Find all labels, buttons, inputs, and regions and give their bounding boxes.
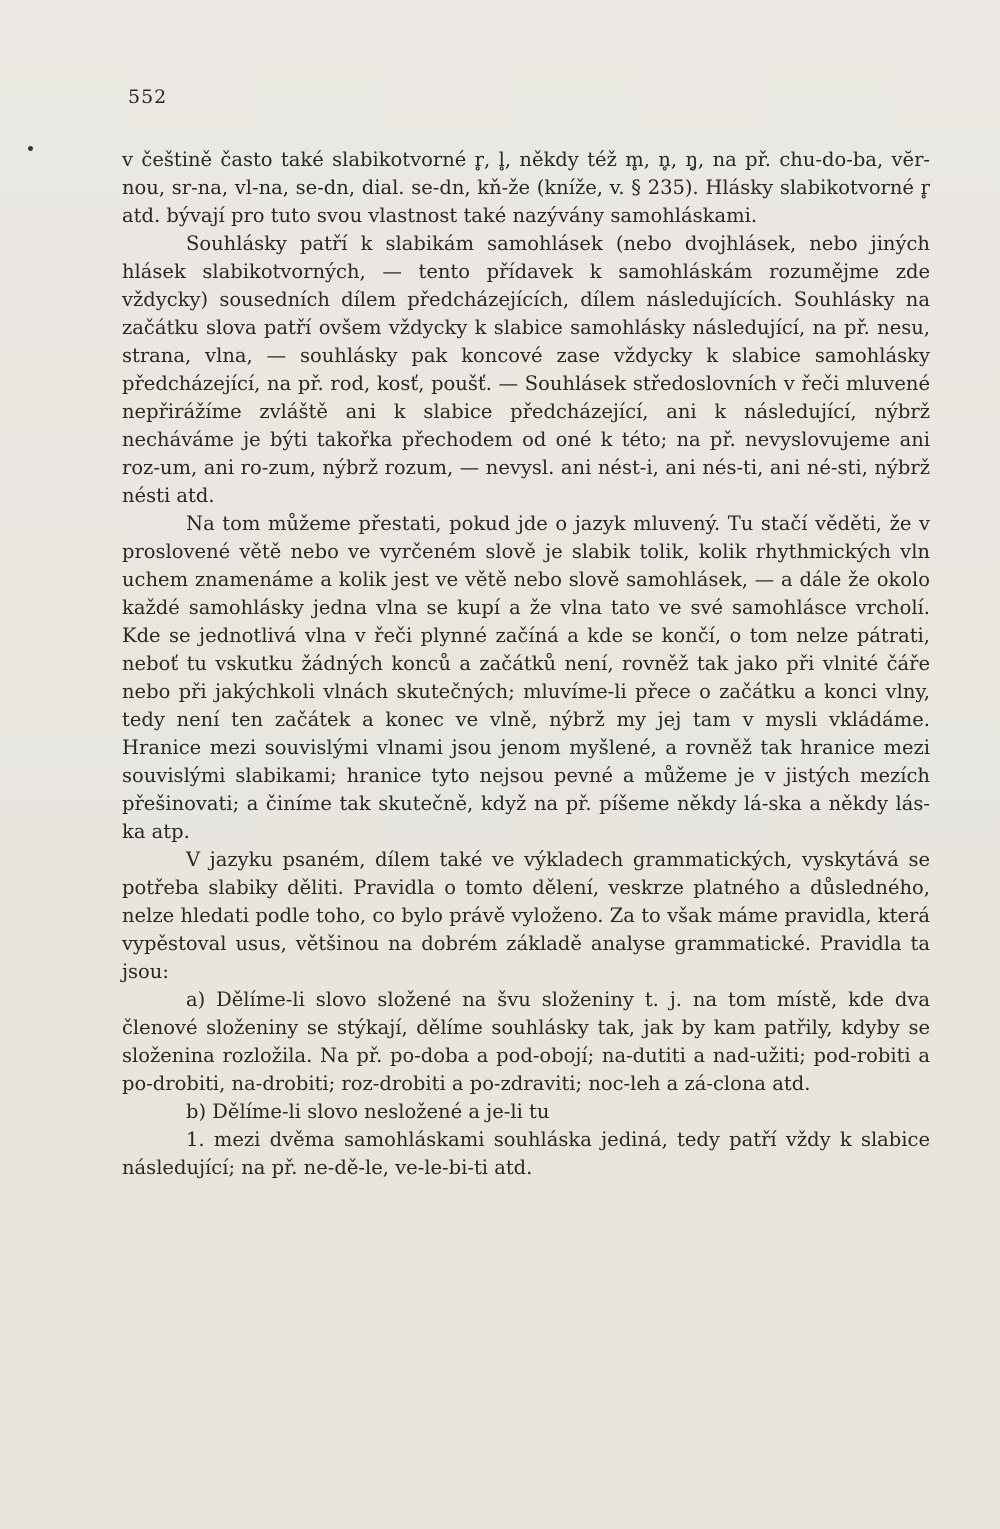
body-text [122, 146, 930, 1182]
paragraph-7: 1. mezi dvěma samohláskami souhláska jediná, tedy patří vždy k slabice následující; na př. ne-dě-le, ve-le-bi-ti atd. [122, 1128, 930, 1179]
paragraph-5: a) Dělíme-li slovo složené na švu složeniny t. j. na tom místě, kde dva členové složeniny se stýkají, dělíme souhlásky tak, jak by kam patřily, kdyby se složenina rozložila. Na př. po-doba a pod-obojí; na-dutiti a nad-užiti; pod-robiti a po-drobiti, na-drobiti; roz-drobiti a po-zdraviti; noc-leh a zá-clona atd. [122, 988, 930, 1095]
margin-dot [28, 146, 33, 151]
paragraph-6: b) Dělíme-li slovo nesložené a je-li tu [186, 1100, 550, 1123]
paragraph-3: Na tom můžeme přestati, pokud jde o jazyk mluvený. Tu stačí věděti, že v proslovené větě nebo ve vyrčeném slově je slabik tolik, kolik rhythmických vln uchem znamenáme a kolik jest ve větě nebo slově samohlásek, — a dále že okolo každé samohlásky jedna vlna se kupí a že vlna tato ve své samohlásce vrcholí. Kde se jednotlivá vlna v řeči plynné začíná a kde se končí, o tom nelze pátrati, neboť tu vskutku žádných konců a začátků není, rovněž tak jako při vlnité čáře nebo při jakýchkoli vlnách skutečných; mluvíme-li přece o začátku a konci vlny, tedy není ten začátek a konec ve vlně, nýbrž my jej tam v mysli vkládáme. Hranice mezi souvislými vlnami jsou jenom myšlené, a rovněž tak hranice mezi souvislými slabikami; hranice tyto nejsou pevné a můžeme je v jistých mezích přešinovati; a činíme tak skutečně, když na př. píšeme někdy lá-ska a někdy lás-ka atp. [122, 512, 930, 843]
paragraph-1: v češtině často také slabikotvorné r̥, l̥, někdy též m̥, n̥, ŋ̥, na př. chu-do-ba, vĕr-nou, sr-na, vl-na, se-dn, dial. se-dn, kň-že (kníže, v. § 235). Hlásky slabikotvorné r̥ atd. bývají pro tuto svou vlastnost také nazývány samohláskami. [122, 148, 930, 227]
paragraph-4: V jazyku psaném, dílem také ve výkladech grammatických, vyskytává se potřeba slabiky děliti. Pravidla o tomto dělení, veskrze platného a důsledného, nelze hledati podle toho, co bylo právě vyloženo. Za to však máme pravidla, která vypěstoval usus, většinou na dobrém základě analyse grammatické. Pravidla ta jsou: [122, 848, 930, 983]
paragraph-2: Souhlásky patří k slabikám samohlásek (nebo dvojhlásek, nebo jiných hlásek slabikotvorných, — tento přídavek k samohláskám rozumějme zde vždycky) sousedních dílem předcházejících, dílem následujících. Souhlásky na začátku slova patří ovšem vždycky k slabice samohlásky následující, na př. nesu, strana, vlna, — souhlásky pak koncové zase vždycky k slabice samohlásky předcházející, na př. rod, kosť, poušť. — Souhlásek středoslovních v řeči mluvené nepřirážíme zvláště ani k slabice předcházející, ani k následující, nýbrž necháváme je býti takořka přechodem od oné k této; na př. nevyslovujeme ani roz-um, ani ro-zum, nýbrž rozum, — nevysl. ani nést-i, ani nés-ti, ani né-sti, nýbrž nésti atd. [122, 232, 930, 507]
page-number: 552 [128, 86, 168, 108]
